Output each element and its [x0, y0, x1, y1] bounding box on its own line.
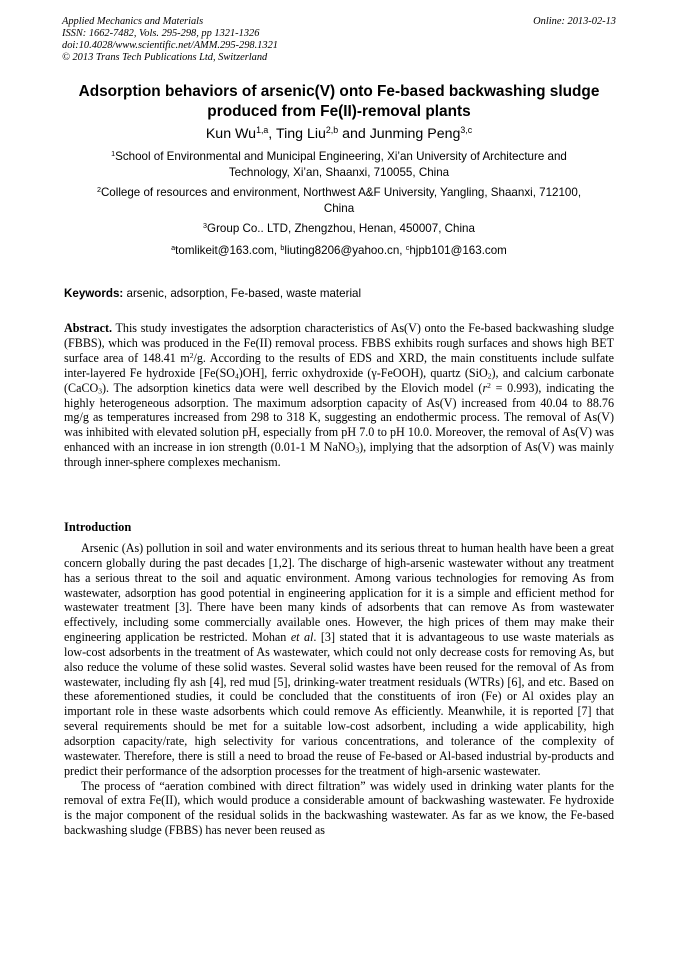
affiliation-2-line-2: China [323, 201, 355, 215]
abstract-text-1: This study investigates the adsorption characteristics of As(V) onto the Fe-based backwashing sludge (FBBS), which was produced in the Fe(II) removal process. FBBS exhibits rough surfaces and shows high BET surface area of 148.41 m [64, 321, 614, 365]
intro-p1-part-a: Arsenic (As) pollution in soil and water environments and its serious threat to human health have been a great concern globally during the past decades [1,2]. The discharge of high-arsenic wastewater without any treatment has a serious threat to the soil and aquatic environment. Among various technologies for removing As from wastewater, adsorption has good potential in engineering application for it is a simple and efficient method for wastewater treatment [3]. There have been many kinds of adsorbents that can remove As from wastewater effectively, including some commercially available ones. However, the high prices of them may make their engineering application be restricted. Mohan [64, 541, 614, 645]
issn-line: ISSN: 1662-7482, Vols. 295-298, pp 1321-1326 [62, 28, 260, 39]
email-2[interactable]: liuting8206@yahoo.cn, [284, 244, 406, 257]
affiliation-2-line-1: College of resources and environment, Northwest A&F University, Yangling, Shaanxi, 712100, [100, 186, 582, 199]
abstract [64, 321, 614, 470]
author-1-affil: 1,a [256, 125, 269, 136]
email-1-mark: a [171, 243, 176, 253]
author-emails [40, 243, 638, 259]
affiliation-1-line-1: School of Environmental and Municipal Engineering, Xi’an University of Architecture and [115, 150, 567, 163]
abstract-sub-sio2: 2 [487, 371, 492, 381]
affiliation-1-num: 1 [111, 149, 116, 159]
title-line-2: produced from Fe(II)-removal plants [207, 103, 471, 120]
abstract-sup-m2: 2 [189, 350, 194, 360]
author-3: Junming Peng [369, 126, 461, 142]
affiliation-2 [55, 185, 623, 216]
online-date: Online: 2013-02-13 [533, 16, 616, 27]
abstract-text-4: ), and calcium carbonate (CaCO [64, 365, 615, 395]
abstract-r-symbol: r [482, 380, 488, 395]
intro-p1-part-b: . [3] stated that it is advantageous to use waste materials as low-cost adsorbents in the treatment of As wastewater, which could not only decrease costs for removing As, but also reduce the volume of these solid wastes. Several solid wastes have been reused for the removal of As from wastewater, including fly ash [4], red mud [5], drinking-water treatment residuals (WTRs) [6], and etc. Based on these aforementioned studies, it could be concluded that the constituents of iron (Fe) or Al oxides play an important role in these waste adsorbents which could remove As efficiently. Meanwhile, it is reported [7] that several requirements should be met for a suitable low-cost adsorbent, including a wide applicability, high adsorption capacity/rate, high selectivity for various concentrations, and tolerance of the complexity of wastewater. Therefore, there is still a need to broad the reuse of Fe-based or Al-based industrial by-products and predict their performance of the adsorption processes for the treatment of high-arsenic wastewater. [64, 630, 615, 778]
abstract-text-2: /g. According to the results of EDS and XRD, the main constituents include sulfate inter-layered Fe hydroxide [Fe(SO [64, 350, 615, 380]
introduction-body [64, 541, 614, 838]
doi-line[interactable]: doi:10.4028/www.scientific.net/AMM.295-298.1321 [62, 40, 278, 51]
author-1: Kun Wu [205, 126, 257, 142]
email-1[interactable]: tomlikeit@163.com, [175, 244, 281, 257]
journal-header [62, 16, 616, 64]
paper-title [40, 82, 638, 122]
affiliation-1-line-2: Technology, Xi’an, Shaanxi, 710055, China [228, 165, 450, 179]
abstract-text-5: ). The adsorption kinetics data were well described by the Elovich model ( [102, 380, 483, 395]
affiliation-3-line-1: Group Co.. LTD, Zhengzhou, Henan, 450007, China [207, 222, 475, 235]
abstract-sub-caco3: 3 [98, 386, 103, 396]
affiliation-1 [55, 149, 623, 180]
affiliation-3-num: 3 [203, 221, 208, 231]
author-2-affil: 2,b [325, 125, 339, 136]
affiliation-2-num: 2 [96, 185, 101, 195]
author-sep-2: and [338, 126, 370, 142]
abstract-sub-nano3: 3 [355, 445, 360, 455]
keywords-line [64, 286, 616, 301]
copyright-line: © 2013 Trans Tech Publications Ltd, Switzerland [62, 52, 268, 63]
author-2: Ting Liu [275, 126, 326, 142]
abstract-text-3: )OH], ferric oxhydroxide (γ-FeOOH), quartz (SiO [238, 365, 488, 380]
author-list [40, 125, 638, 143]
abstract-sub-so4: 4 [235, 371, 239, 381]
keywords-text: arsenic, adsorption, Fe-based, waste material [123, 287, 362, 300]
intro-p1-et-al: et al [290, 630, 314, 645]
keywords-label: Keywords: [64, 287, 124, 300]
email-3[interactable]: hjpb101@163.com [409, 244, 507, 257]
abstract-label: Abstract. [64, 321, 113, 335]
title-line-1: Adsorption behaviors of arsenic(V) onto Fe-based backwashing sludge [78, 83, 600, 100]
intro-paragraph-2: The process of “aeration combined with direct filtration” was widely used in drinking water plants for the removal of extra Fe(II), which would produce a considerable amount of backwashing wastewater. Fe hydroxide is the major component of the residual solids in the backwashing wastewater. As far as we know, the Fe-based backwashing sludge (FBBS) has never been reused as [64, 778, 614, 838]
affiliation-3 [55, 221, 623, 237]
abstract-text-6: = 0.993), indicating the highly heterogeneous adsorption. The maximum adsorption capacity of As(V) increased from 40.04 to 88.76 mg/g as temperatures increased from 298 to 318 K, suggesting an endothermic process. The removal of As(V) was inhibited with elevated solution pH, especially from pH 7.0 to pH 10.0. Moreover, the removal of As(V) was enhanced with an increase in ion strength (0.01-1 M NaNO [64, 380, 614, 455]
email-2-mark: b [280, 243, 285, 253]
email-3-mark: c [405, 243, 410, 253]
author-sep-1: , [268, 126, 276, 142]
abstract-text-7: ), implying that the adsorption of As(V) was mainly through inner-sphere complexes mechanism. [64, 440, 614, 470]
abstract-sup-r2: 2 [487, 380, 491, 390]
introduction-heading: Introduction [64, 520, 132, 534]
journal-name: Applied Mechanics and Materials [62, 16, 204, 27]
author-3-affil: 3,c [460, 125, 473, 136]
intro-paragraph-1 [64, 541, 614, 779]
